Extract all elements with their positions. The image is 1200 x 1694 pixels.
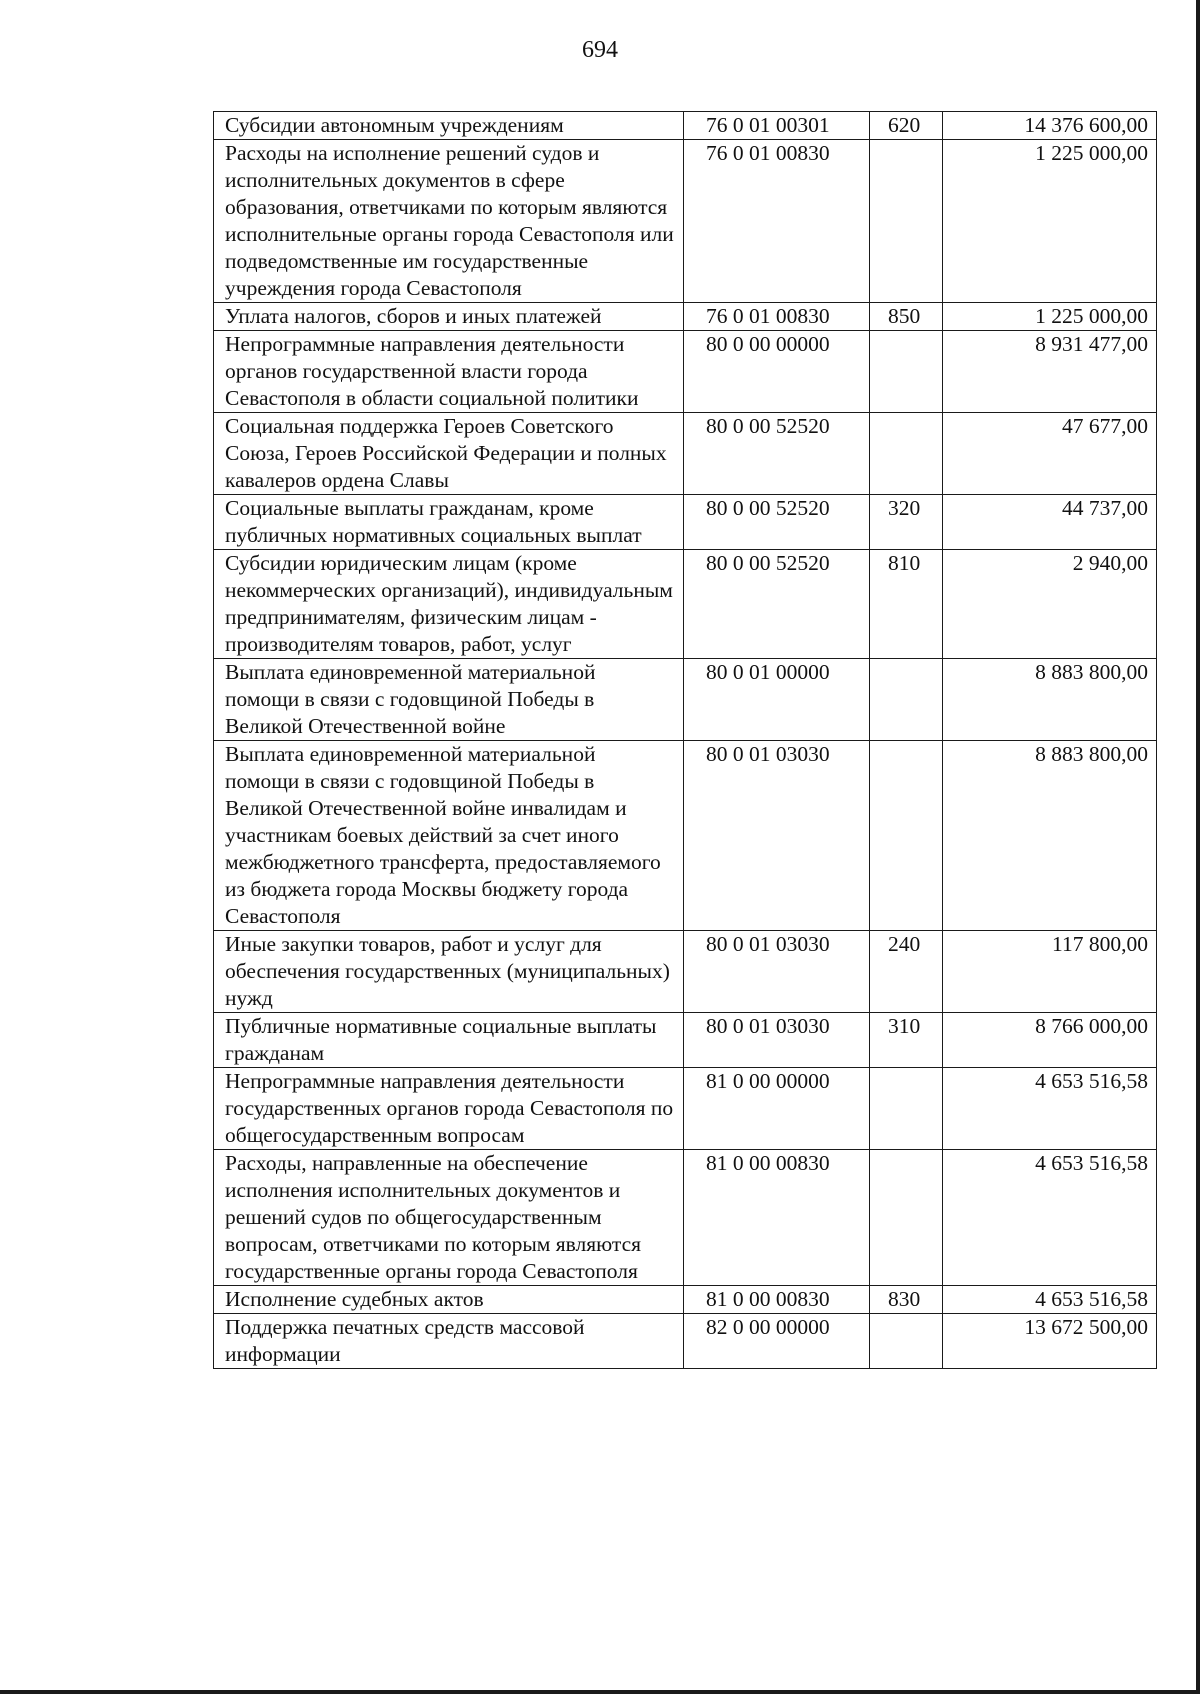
row-code-cell: 81 0 00 00830 — [684, 1150, 870, 1286]
row-type-cell — [870, 1150, 943, 1286]
row-code-cell: 76 0 01 00830 — [684, 140, 870, 303]
page-number: 694 — [582, 37, 618, 63]
row-amount-cell: 117 800,00 — [943, 931, 1157, 1013]
row-code-cell: 80 0 01 03030 — [684, 741, 870, 931]
row-name-cell: Субсидии автономным учреждениям — [214, 112, 684, 140]
row-amount-cell: 47 677,00 — [943, 413, 1157, 495]
table-row — [214, 1150, 1157, 1286]
table-row — [214, 741, 1157, 931]
row-name-cell: Непрограммные направления деятельности органов государственной власти города Севастополя в области социальной политики — [214, 331, 684, 413]
row-name-cell: Расходы, направленные на обеспечение исполнения исполнительных документов и решений судов по общегосударственным вопросам, ответчиками по которым являются государственные органы города Севастополя — [214, 1150, 684, 1286]
row-amount-cell: 8 766 000,00 — [943, 1013, 1157, 1068]
row-name-cell: Выплата единовременной материальной помощи в связи с годовщиной Победы в Великой Отечественной войне инвалидам и участникам боевых действий за счет иного межбюджетного трансферта, предоставляемого из бюджета города Москвы бюджету города Севастополя — [214, 741, 684, 931]
row-name-cell: Субсидии юридическим лицам (кроме некоммерческих организаций), индивидуальным предпринимателям, физическим лицам - производителям товаров, работ, услуг — [214, 550, 684, 659]
row-type-cell: 810 — [870, 550, 943, 659]
table-row — [214, 112, 1157, 140]
row-amount-cell: 4 653 516,58 — [943, 1286, 1157, 1314]
table-row — [214, 550, 1157, 659]
row-name-cell: Социальная поддержка Героев Советского Союза, Героев Российской Федерации и полных кавалеров ордена Славы — [214, 413, 684, 495]
row-type-cell: 310 — [870, 1013, 943, 1068]
table-body — [214, 112, 1157, 1369]
row-code-cell: 81 0 00 00000 — [684, 1068, 870, 1150]
row-type-cell — [870, 659, 943, 741]
row-type-cell — [870, 1068, 943, 1150]
row-amount-cell: 8 883 800,00 — [943, 741, 1157, 931]
row-amount-cell: 44 737,00 — [943, 495, 1157, 550]
table-row — [214, 140, 1157, 303]
row-code-cell: 80 0 00 00000 — [684, 331, 870, 413]
table-row — [214, 495, 1157, 550]
row-amount-cell: 1 225 000,00 — [943, 303, 1157, 331]
row-amount-cell: 13 672 500,00 — [943, 1314, 1157, 1369]
table-row — [214, 1013, 1157, 1068]
row-code-cell: 80 0 01 03030 — [684, 1013, 870, 1068]
budget-table — [213, 111, 1157, 1369]
row-name-cell: Публичные нормативные социальные выплаты гражданам — [214, 1013, 684, 1068]
row-type-cell: 620 — [870, 112, 943, 140]
row-code-cell: 80 0 01 03030 — [684, 931, 870, 1013]
table-row — [214, 331, 1157, 413]
row-amount-cell: 1 225 000,00 — [943, 140, 1157, 303]
table-row — [214, 303, 1157, 331]
row-type-cell: 830 — [870, 1286, 943, 1314]
row-code-cell: 80 0 00 52520 — [684, 495, 870, 550]
row-amount-cell: 4 653 516,58 — [943, 1068, 1157, 1150]
row-code-cell: 80 0 00 52520 — [684, 413, 870, 495]
row-name-cell: Исполнение судебных актов — [214, 1286, 684, 1314]
row-type-cell — [870, 331, 943, 413]
scan-edge-bottom — [0, 1690, 1200, 1694]
row-type-cell — [870, 413, 943, 495]
row-name-cell: Социальные выплаты гражданам, кроме публичных нормативных социальных выплат — [214, 495, 684, 550]
table-row — [214, 1068, 1157, 1150]
row-name-cell: Расходы на исполнение решений судов и исполнительных документов в сфере образования, ответчиками по которым являются исполнительные органы города Севастополя или подведомственные им государственные учреждения города Севастополя — [214, 140, 684, 303]
scan-edge-right — [1196, 0, 1200, 1694]
row-code-cell: 80 0 00 52520 — [684, 550, 870, 659]
row-amount-cell: 14 376 600,00 — [943, 112, 1157, 140]
row-amount-cell: 2 940,00 — [943, 550, 1157, 659]
row-type-cell: 320 — [870, 495, 943, 550]
table-row — [214, 931, 1157, 1013]
table-row — [214, 1286, 1157, 1314]
row-type-cell — [870, 140, 943, 303]
row-type-cell: 240 — [870, 931, 943, 1013]
row-type-cell — [870, 741, 943, 931]
row-amount-cell: 8 931 477,00 — [943, 331, 1157, 413]
row-type-cell — [870, 1314, 943, 1369]
row-name-cell: Выплата единовременной материальной помощи в связи с годовщиной Победы в Великой Отечественной войне — [214, 659, 684, 741]
row-code-cell: 76 0 01 00301 — [684, 112, 870, 140]
row-amount-cell: 4 653 516,58 — [943, 1150, 1157, 1286]
row-name-cell: Иные закупки товаров, работ и услуг для обеспечения государственных (муниципальных) нужд — [214, 931, 684, 1013]
table-row — [214, 1314, 1157, 1369]
table-row — [214, 413, 1157, 495]
row-code-cell: 76 0 01 00830 — [684, 303, 870, 331]
row-code-cell: 81 0 00 00830 — [684, 1286, 870, 1314]
row-code-cell: 80 0 01 00000 — [684, 659, 870, 741]
row-code-cell: 82 0 00 00000 — [684, 1314, 870, 1369]
row-name-cell: Поддержка печатных средств массовой информации — [214, 1314, 684, 1369]
row-type-cell: 850 — [870, 303, 943, 331]
row-name-cell: Непрограммные направления деятельности государственных органов города Севастополя по общегосударственным вопросам — [214, 1068, 684, 1150]
row-amount-cell: 8 883 800,00 — [943, 659, 1157, 741]
table-row — [214, 659, 1157, 741]
row-name-cell: Уплата налогов, сборов и иных платежей — [214, 303, 684, 331]
